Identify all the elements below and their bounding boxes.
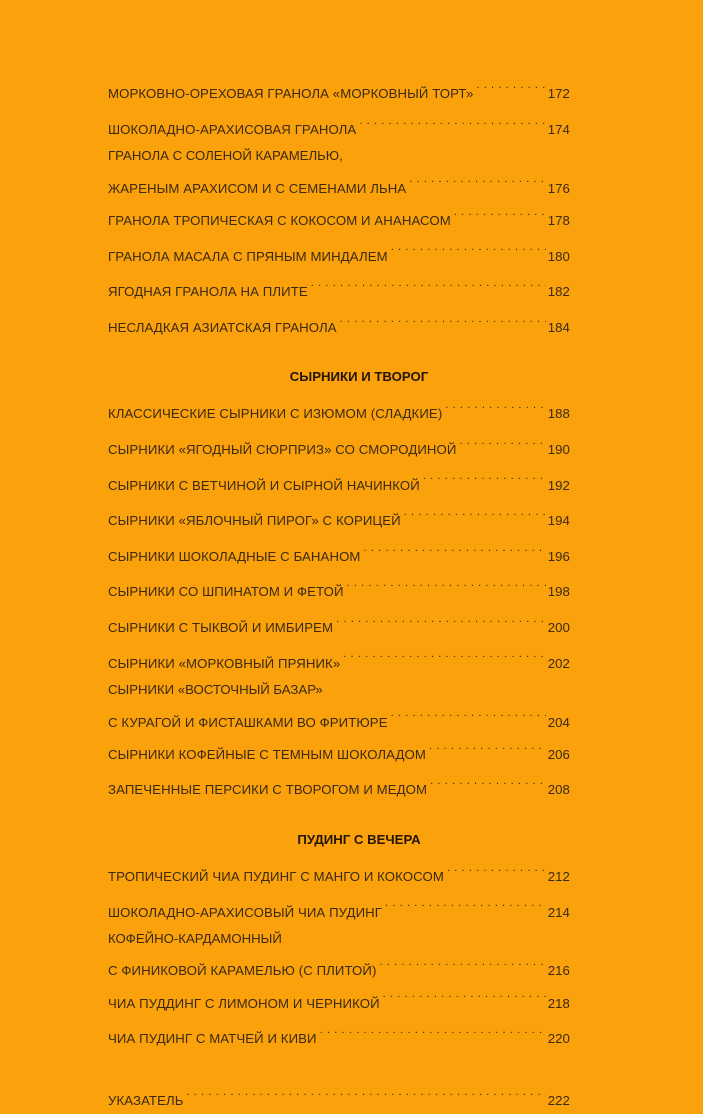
entry-page-number: 222: [547, 1092, 570, 1108]
entry-title: ТРОПИЧЕСКИЙ ЧИА ПУДИНГ С МАНГО И КОКОСОМ: [108, 868, 444, 884]
toc-entry[interactable]: [108, 499, 570, 535]
dot-leader: [409, 166, 545, 192]
dot-leader: [359, 108, 545, 134]
entry-title: МОРКОВНО-ОРЕХОВАЯ ГРАНОЛА «МОРКОВНЫЙ ТОРТ»: [108, 86, 474, 102]
dot-leader: [343, 641, 545, 667]
entry-title: С КУРАГОЙ И ФИСТАШКАМИ ВО ФРИТЮРЕ: [108, 714, 388, 730]
dot-leader: [460, 428, 546, 454]
toc-entry[interactable]: [108, 890, 570, 926]
dot-leader: [340, 306, 546, 332]
toc-entry[interactable]: [108, 570, 570, 606]
entry-group-granola: [108, 72, 570, 341]
entry-title-line1: СЫРНИКИ «ВОСТОЧНЫЙ БАЗАР»: [108, 681, 323, 697]
entry-title: СЫРНИКИ СО ШПИНАТОМ И ФЕТОЙ: [108, 584, 344, 600]
dot-leader: [391, 234, 546, 260]
entry-group-syrniki: [108, 392, 570, 804]
entry-title: НЕСЛАДКАЯ АЗИАТСКАЯ ГРАНОЛА: [108, 319, 337, 335]
entry-page-number: 194: [547, 513, 570, 529]
section-title-pudding: ПУДИНГ С ВЕЧЕРА: [297, 831, 421, 847]
dot-leader: [385, 890, 546, 916]
entry-page-number: 198: [547, 584, 570, 600]
entry-page-number: 204: [547, 714, 570, 730]
toc-entry[interactable]: [108, 392, 570, 428]
toc-entry[interactable]: [108, 855, 570, 891]
entry-title: КЛАССИЧЕСКИЕ СЫРНИКИ С ИЗЮМОМ (СЛАДКИЕ): [108, 406, 443, 422]
entry-title: СЫРНИКИ «ЯГОДНЫЙ СЮРПРИЗ» СО СМОРОДИНОЙ: [108, 442, 457, 458]
dot-leader: [454, 199, 546, 225]
entry-title: ГРАНОЛА МАСАЛА С ПРЯНЫМ МИНДАЛЕМ: [108, 248, 388, 264]
toc-entry[interactable]: [108, 606, 570, 642]
entry-title: ЯГОДНАЯ ГРАНОЛА НА ПЛИТЕ: [108, 284, 308, 300]
entry-title-line1: ГРАНОЛА С СОЛЕНОЙ КАРАМЕЛЬЮ,: [108, 148, 343, 164]
dot-leader: [391, 700, 546, 726]
dot-leader: [476, 72, 545, 98]
dot-leader: [429, 733, 546, 759]
entry-page-number: 180: [547, 248, 570, 264]
entry-title: ЧИА ПУДИНГ С МАТЧЕЙ И КИВИ: [108, 1031, 317, 1047]
entry-page-number: 200: [547, 620, 570, 636]
dot-leader: [364, 535, 546, 561]
entry-page-number: 190: [547, 442, 570, 458]
toc-entry-multiline[interactable]: [108, 926, 570, 982]
entry-title: ШОКОЛАДНО-АРАХИСОВАЯ ГРАНОЛА: [108, 121, 357, 137]
entry-title: ШОКОЛАДНО-АРАХИСОВЫЙ ЧИА ПУДИНГ: [108, 904, 383, 920]
toc-entry[interactable]: [108, 72, 570, 108]
toc-entry[interactable]: [108, 768, 570, 804]
entry-page-number: 208: [547, 782, 570, 798]
toc-entry-index[interactable]: [108, 1079, 570, 1114]
entry-page-number: 206: [547, 746, 570, 762]
toc-entry[interactable]: [108, 641, 570, 677]
toc-entry[interactable]: [108, 108, 570, 144]
toc-entry[interactable]: [108, 234, 570, 270]
entry-page-number: 184: [547, 319, 570, 335]
table-of-contents: [108, 72, 570, 1114]
entry-page-number: 218: [547, 995, 570, 1011]
entry-title: СЫРНИКИ ШОКОЛАДНЫЕ С БАНАНОМ: [108, 548, 361, 564]
dot-leader: [347, 570, 546, 596]
entry-page-number: 182: [547, 284, 570, 300]
toc-entry[interactable]: [108, 981, 570, 1017]
entry-title-line1: КОФЕЙНО-КАРДАМОННЫЙ: [108, 930, 282, 946]
toc-entry-multiline[interactable]: [108, 677, 570, 733]
entry-page-number: 220: [547, 1031, 570, 1047]
entry-group-pudding: [108, 855, 570, 1053]
entry-title: ЖАРЕНЫМ АРАХИСОМ И С СЕМЕНАМИ ЛЬНА: [108, 180, 407, 196]
entry-title: СЫРНИКИ КОФЕЙНЫЕ С ТЕМНЫМ ШОКОЛАДОМ: [108, 746, 426, 762]
entry-page-number: 176: [547, 180, 570, 196]
entry-page-number: 188: [547, 406, 570, 422]
entry-page-number: 174: [547, 121, 570, 137]
entry-page-number: 192: [547, 477, 570, 493]
entry-page-number: 202: [547, 655, 570, 671]
dot-leader: [383, 981, 546, 1007]
entry-page-number: 212: [547, 868, 570, 884]
entry-page-number: 178: [547, 213, 570, 229]
dot-leader: [311, 270, 546, 296]
toc-entry[interactable]: [108, 463, 570, 499]
toc-entry[interactable]: [108, 428, 570, 464]
toc-entry[interactable]: [108, 306, 570, 342]
toc-entry[interactable]: [108, 1017, 570, 1053]
dot-leader: [445, 392, 545, 418]
entry-title: ЧИА ПУДДИНГ С ЛИМОНОМ И ЧЕРНИКОЙ: [108, 995, 380, 1011]
entry-page-number: 196: [547, 548, 570, 564]
dot-leader: [404, 499, 546, 525]
entry-title: С ФИНИКОВОЙ КАРАМЕЛЬЮ (С ПЛИТОЙ): [108, 963, 377, 979]
toc-entry[interactable]: [108, 535, 570, 571]
entry-page-number: 172: [547, 86, 570, 102]
entry-title: УКАЗАТЕЛЬ: [108, 1092, 184, 1108]
dot-leader: [320, 1017, 546, 1043]
dot-leader: [423, 463, 546, 489]
entry-title: СЫРНИКИ С ТЫКВОЙ И ИМБИРЕМ: [108, 620, 334, 636]
entry-page-number: 214: [547, 904, 570, 920]
entry-title: СЫРНИКИ «ЯБЛОЧНЫЙ ПИРОГ» С КОРИЦЕЙ: [108, 513, 401, 529]
entry-page-number: 216: [547, 963, 570, 979]
dot-leader: [336, 606, 546, 632]
toc-entry[interactable]: [108, 199, 570, 235]
toc-entry[interactable]: [108, 270, 570, 306]
entry-title: СЫРНИКИ С ВЕТЧИНОЙ И СЫРНОЙ НАЧИНКОЙ: [108, 477, 420, 493]
dot-leader: [380, 949, 546, 975]
toc-entry-multiline[interactable]: [108, 143, 570, 199]
toc-entry[interactable]: [108, 733, 570, 769]
dot-leader: [187, 1079, 546, 1105]
dot-leader: [447, 855, 546, 881]
entry-title: ГРАНОЛА ТРОПИЧЕСКАЯ С КОКОСОМ И АНАНАСОМ: [108, 213, 451, 229]
section-title-syrniki: СЫРНИКИ И ТВОРОГ: [289, 369, 429, 385]
dot-leader: [430, 768, 546, 794]
entry-title: СЫРНИКИ «МОРКОВНЫЙ ПРЯНИК»: [108, 655, 341, 671]
entry-title: ЗАПЕЧЕННЫЕ ПЕРСИКИ С ТВОРОГОМ И МЕДОМ: [108, 782, 428, 798]
